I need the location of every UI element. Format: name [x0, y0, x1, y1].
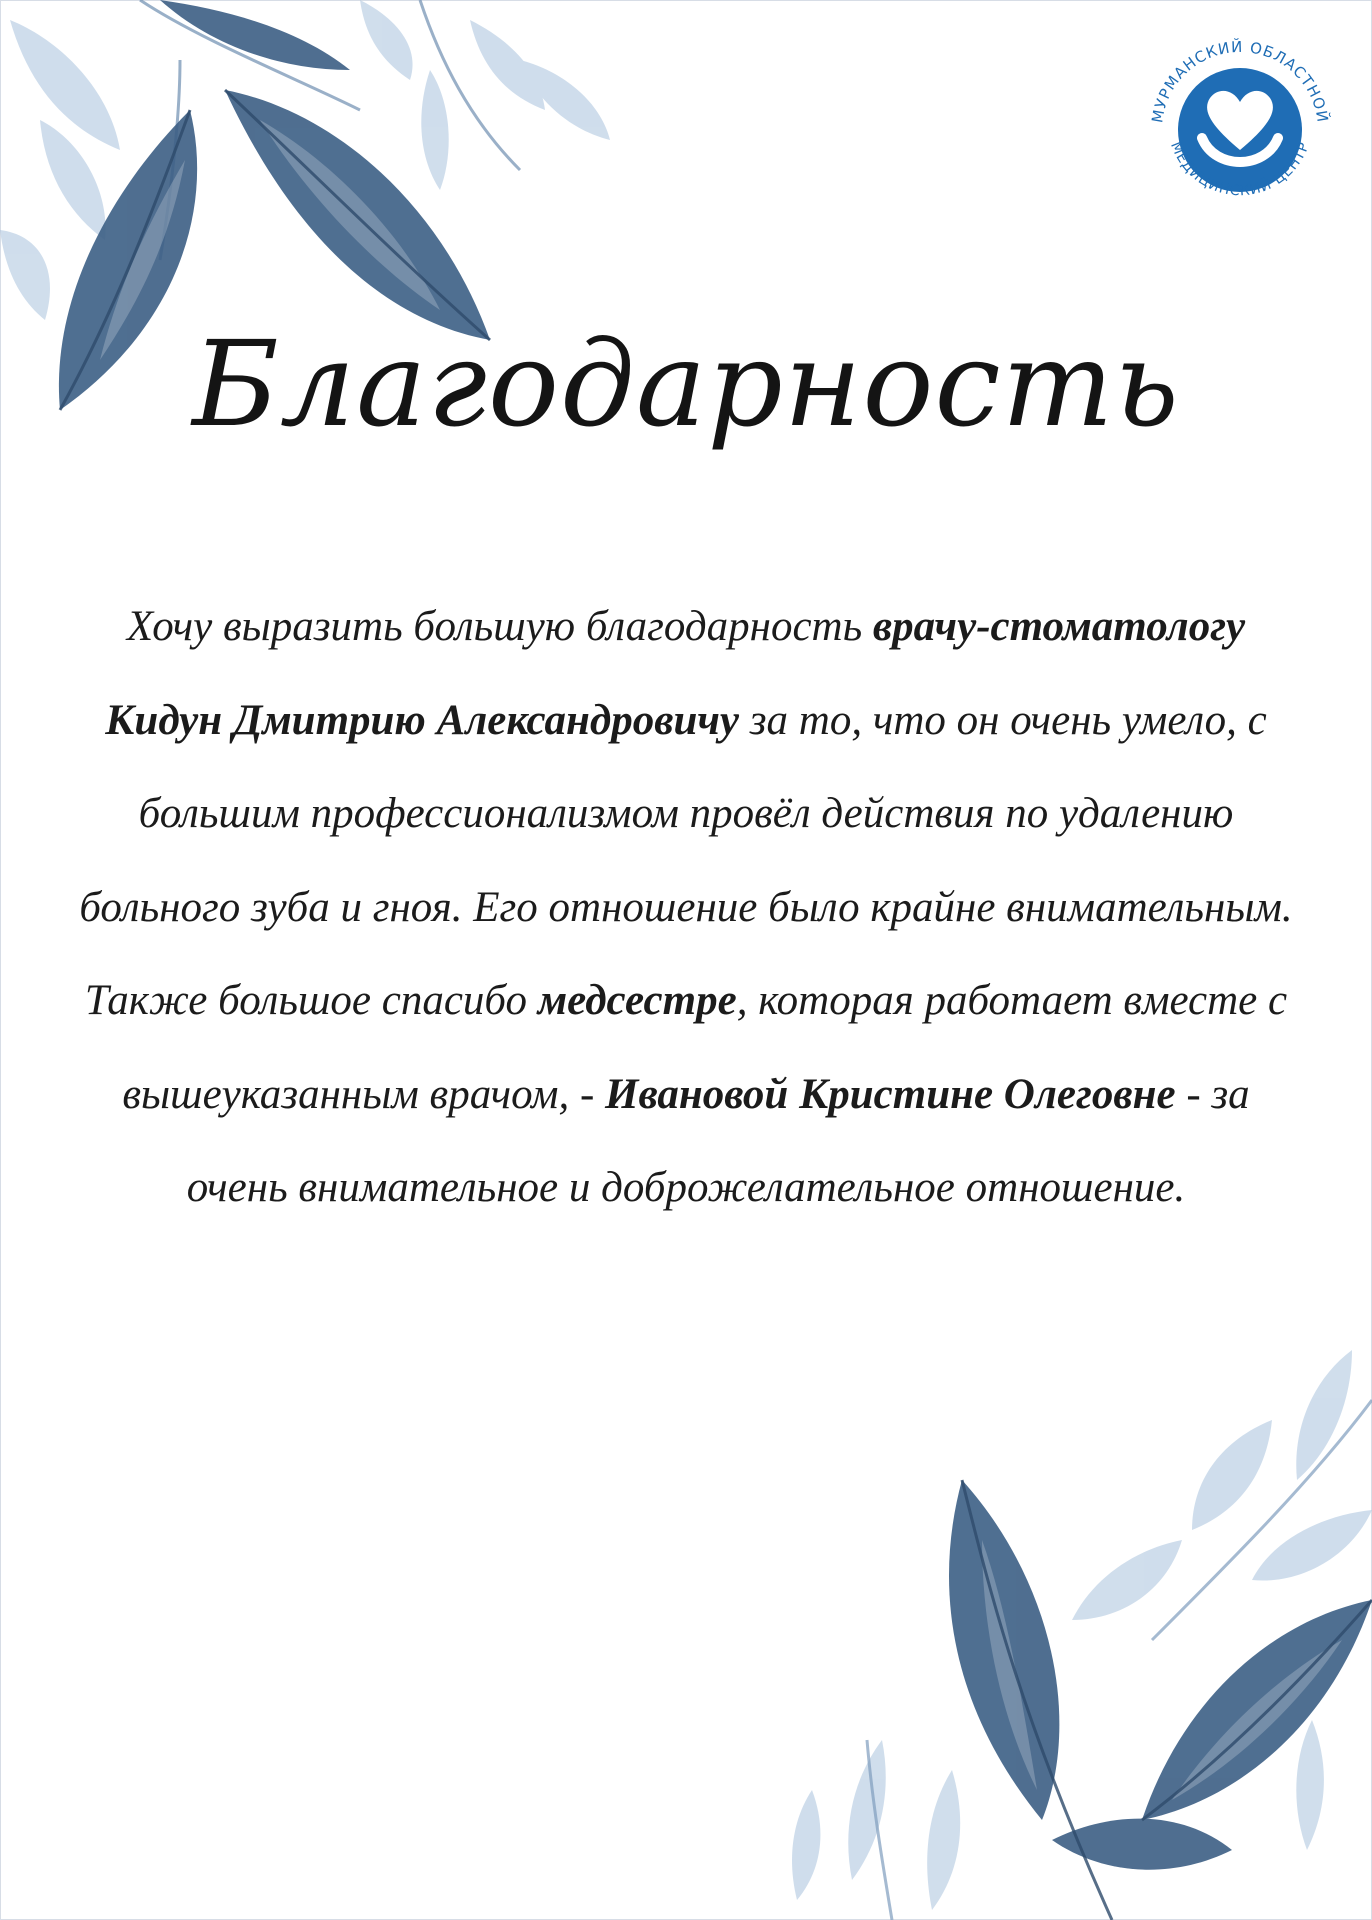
nurse-role: медсестре: [537, 977, 737, 1024]
paragraph2-text-1: Также большое спасибо: [84, 977, 538, 1024]
paragraph-nurse: [70, 954, 1302, 1235]
paragraph2-text-3: - за очень внимательное и доброжелательное отношение.: [186, 1070, 1250, 1211]
letter-body: [70, 580, 1302, 1235]
paragraph2-text-2: , которая работает вместе с вышеуказанным врачом, -: [122, 977, 1288, 1118]
paragraph-doctor: [70, 580, 1302, 954]
logo-text-top: МУРМАНСКИЙ ОБЛАСТНОЙ: [1148, 37, 1332, 125]
nurse-name: Ивановой Кристине Олеговне: [605, 1070, 1176, 1118]
paragraph1-text-1: Хочу выразить большую благодарность: [126, 603, 873, 650]
doctor-name: врачу-стоматологу Кидун Дмитрию Александровичу: [105, 603, 1246, 744]
paragraph1-text-2: за то, что он очень умело, с большим профессионализмом провёл действия по удалению больного зуба и гноя. Его отношение было крайне внимательным.: [79, 696, 1293, 931]
decorative-leaves-bottom-right: [752, 1340, 1372, 1920]
document-title: Благодарность: [192, 315, 1180, 453]
logo-text-bottom: МЕДИЦИНСКИЙ ЦЕНТР: [1167, 139, 1313, 200]
medical-center-logo: [1140, 30, 1340, 230]
